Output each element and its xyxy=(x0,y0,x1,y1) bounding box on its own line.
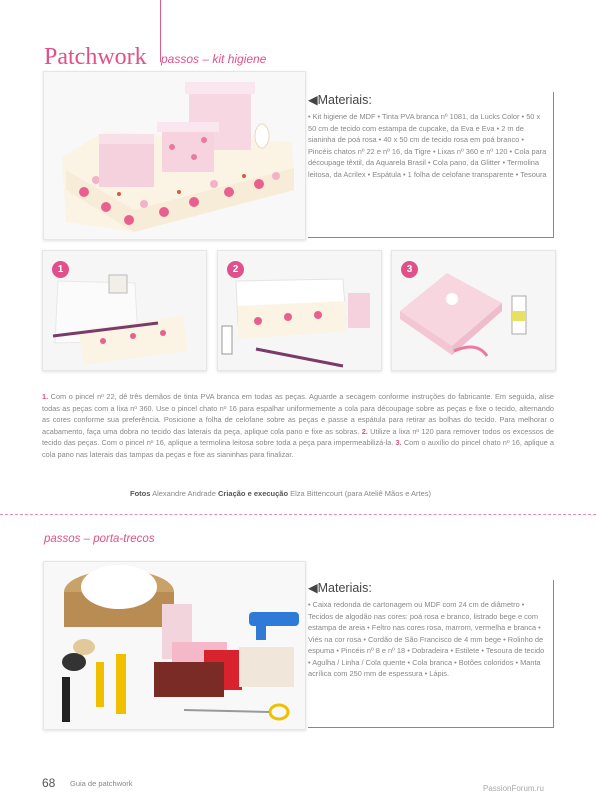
page-title: Patchwork xyxy=(44,44,147,70)
step-number: 2. xyxy=(361,426,368,436)
step-number: 1. xyxy=(42,392,49,401)
credits-creation-label: Criação e execução xyxy=(218,489,289,498)
step-text: Utilize a lixa nº 120 para remover todos os excessos de tecido das peças. Com o pincel nº 16, aplique a termolina leitosa sobre toda a peça para impermeabilizá-la. xyxy=(42,426,554,447)
porta-trecos-materials-box xyxy=(308,580,554,728)
step-text: Com o pincel nº 22, dê três demãos de tinta PVA branca em todas as peças. Aguarde a secagem conforme instruções do fabricante. Em seguida, alise todas as peças com a lixa nº 360. Use o pincel chato nº 16 para espalhar uniformemente a cola para découpage sobre as peças e fixe o tecido, alternando as cores conforme sua preferência. Posicione a folha de celofane sobre as peças e passe a espátula para retirar as bolhas do tecido. Para melhorar o acabamento, faça uma dobra no tecido das laterais da peça, aplique cola pano e fixe as sobras. xyxy=(42,392,554,436)
photo-credits xyxy=(130,489,431,498)
porta-trecos-materials-heading: ◀Materiais: xyxy=(308,581,372,595)
porta-trecos-materials-photo xyxy=(43,561,306,730)
step-text: Com o auxílio do pincel chato nº 16, aplique a cola pano nas laterais das tampas da peças e fixe as sianinhas para finalizar. xyxy=(42,438,554,459)
step-3-photo xyxy=(391,250,556,371)
section-2-title: passos – porta-trecos xyxy=(44,533,155,545)
kit-materials-heading: ◀Materiais: xyxy=(308,93,372,107)
steps-instructions xyxy=(42,391,554,460)
porta-trecos-materials-list: • Caixa redonda de cartonagem ou MDF com 24 cm de diâmetro • Tecidos de algodão nas cores: poá rosa e branco, listrado bege e com estampa de areia • Feltro nas cores rosa, marrom, vermelha e branca • Viés na cor rosa • Cordão de São Francisco de 4 mm bege • Rolinho de espuma • Pincéis nº 8 e nº 18 • Dobradeira • Estilete • Tesoura de tecido • Agulha / Linha / Cola quente • Cola branca • Botões coloridos • Manta acrílica com 250 mm de espessura • Lápis. xyxy=(308,600,545,678)
footer-label: Guia de patchwork xyxy=(70,779,133,788)
section-divider xyxy=(0,514,596,515)
step-badge: 3 xyxy=(401,261,418,278)
step-badge: 2 xyxy=(227,261,244,278)
page-subtitle: passos – kit higiene xyxy=(161,52,267,66)
credits-photos-value: Alexandre Andrade xyxy=(152,489,216,498)
page-number: 68 xyxy=(42,776,56,790)
credits-creation-value: Elza Bittencourt (para Ateliê Mãos e Artes) xyxy=(290,489,432,498)
kit-materials-list: • Kit higiene de MDF • Tinta PVA branca nº 1081, da Lucks Color • 50 x 50 cm de tecido com estampa de cupcake, da Eva e Eva • 2 m de sianinha de poá rosa • 40 x 50 cm de tecido rosa em poá branco • Pincéis chatos nº 22 e nº 16, da Tigre • Lixas nº 360 e nº 120 • Cola para découpage têxtil, da Aquarela Brasil • Cola pano, da Glitter • Termolina leitosa, da Acrilex • Espátula • 1 folha de celofane transparente • Tesoura xyxy=(308,112,547,179)
step-1-photo xyxy=(42,250,207,371)
step-badge: 1 xyxy=(52,261,69,278)
kit-materials-box xyxy=(308,92,554,238)
step-number: 3. xyxy=(395,438,402,447)
step-2-photo xyxy=(217,250,382,371)
watermark: PassionForum.ru xyxy=(483,784,544,793)
kit-hygiene-photo xyxy=(43,71,306,240)
credits-photos-label: Fotos xyxy=(130,489,151,498)
